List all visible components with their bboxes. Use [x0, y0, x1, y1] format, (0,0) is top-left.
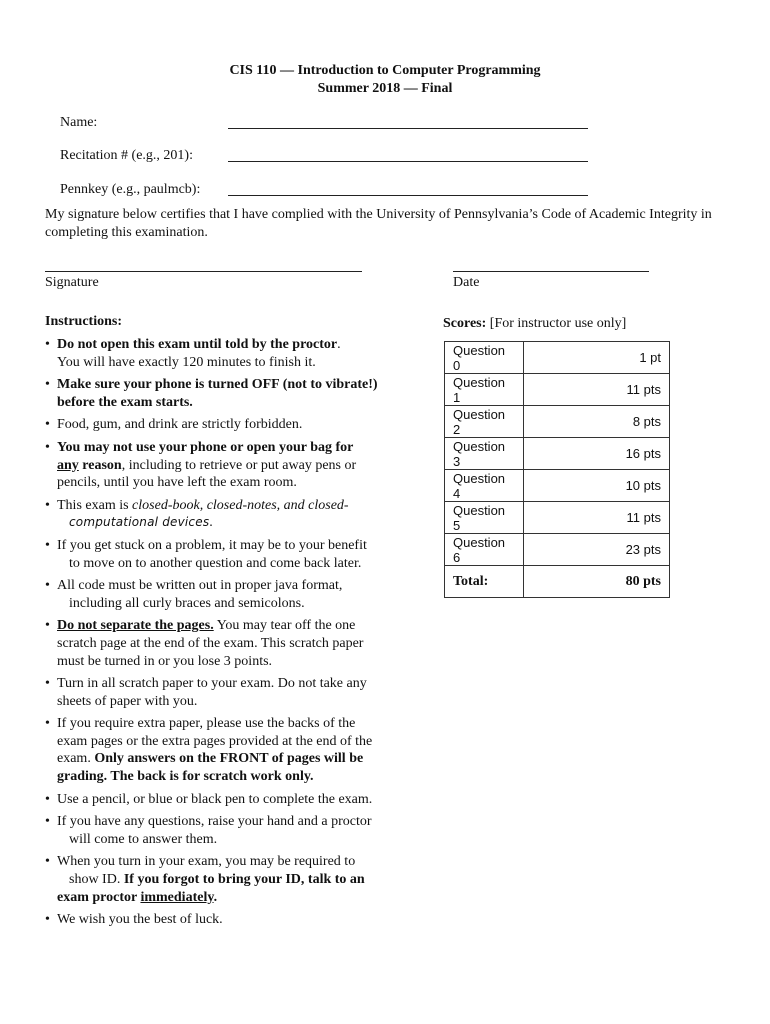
bullet: •: [45, 814, 50, 830]
instruction-text: exam proctor: [57, 889, 141, 905]
recitation-field[interactable]: [228, 161, 588, 162]
exam-title: CIS 110 — Introduction to Computer Programming: [229, 63, 541, 78]
instruction-text: When you turn in your exam, you may be required to: [57, 854, 356, 870]
question-cell: Question 4: [445, 470, 524, 502]
total-points: 80 pts: [524, 566, 670, 598]
instruction-text: We wish you the best of luck.: [57, 912, 223, 928]
instruction-text: must be turned in or you lose 3 points.: [57, 653, 273, 669]
points-cell: 1 pt: [524, 342, 670, 374]
bullet: •: [45, 618, 50, 634]
bullet: •: [45, 676, 50, 692]
instruction-text: any: [57, 457, 79, 473]
scores-table: [444, 341, 670, 598]
question-cell: Question 1: [445, 374, 524, 406]
question-cell: Question 6: [445, 534, 524, 566]
instruction-text: You may tear off the one: [213, 618, 356, 634]
date-label: Date: [453, 275, 480, 290]
instruction-text: sheets of paper with you.: [57, 693, 198, 709]
bullet: •: [45, 716, 50, 732]
instruction-text: All code must be written out in proper java format,: [57, 578, 343, 594]
signature-field[interactable]: [45, 271, 362, 272]
instructions-heading: Instructions:: [45, 314, 123, 329]
instruction-text: Use a pencil, or blue or black pen to complete the exam.: [57, 791, 373, 807]
signature-label: Signature: [45, 275, 99, 290]
score-row: [445, 342, 670, 374]
instruction-text: Make sure your phone is turned OFF (not to vibrate!): [57, 377, 378, 393]
scores-note: [For instructor use only]: [486, 316, 627, 331]
question-cell: Question 2: [445, 406, 524, 438]
instruction-text: pencils, until you have left the exam room.: [57, 475, 297, 491]
instruction-item: [45, 715, 405, 785]
score-row: [445, 534, 670, 566]
scores-heading-label: Scores:: [443, 316, 487, 331]
instruction-text: Do not separate the pages.: [57, 618, 214, 634]
instruction-item: [45, 416, 405, 434]
total-row: [445, 566, 670, 598]
instruction-item: [45, 791, 405, 809]
instruction-text: Food, gum, and drink are strictly forbidden.: [57, 417, 303, 433]
pennkey-field[interactable]: [228, 195, 588, 196]
instruction-text: .: [213, 889, 218, 905]
instruction-item: [45, 376, 405, 411]
name-label: Name:: [60, 115, 98, 130]
score-row: [445, 374, 670, 406]
instruction-text: If you have any questions, raise your hand and a proctor: [57, 814, 372, 830]
bullet: •: [45, 337, 50, 352]
scores-heading: [443, 316, 626, 332]
instruction-text: .: [337, 337, 341, 352]
instruction-text: grading. The back is for scratch work only.: [57, 769, 314, 785]
bullet: •: [45, 912, 50, 928]
points-cell: 8 pts: [524, 406, 670, 438]
instruction-text: If you require extra paper, please use the backs of the: [57, 716, 356, 732]
instruction-text: will come to answer them.: [69, 831, 218, 847]
points-cell: 11 pts: [524, 374, 670, 406]
instruction-text: scratch page at the end of the exam. This scratch paper: [57, 635, 364, 651]
bullet: •: [45, 537, 50, 553]
bullet: •: [45, 417, 50, 433]
bullet: •: [45, 497, 50, 513]
points-cell: 11 pts: [524, 502, 670, 534]
integrity-statement: My signature below certifies that I have complied with the University of Pennsylvania’s Code of Academic Integrity in completing this examination.: [45, 207, 712, 240]
instruction-text: You will have exactly 120 minutes to finish it.: [57, 354, 316, 370]
instruction-item: [45, 497, 405, 532]
points-cell: 16 pts: [524, 438, 670, 470]
instruction-item: [45, 617, 405, 670]
bullet: •: [45, 854, 50, 870]
instruction-item: [45, 439, 405, 492]
score-row: [445, 470, 670, 502]
pennkey-label: Pennkey (e.g., paulmcb):: [60, 182, 201, 197]
score-row: [445, 406, 670, 438]
bullet: •: [45, 791, 50, 807]
instruction-text: show ID.: [69, 872, 124, 888]
instruction-text: Only answers on the FRONT of pages will be: [94, 751, 364, 767]
score-row: [445, 502, 670, 534]
bullet: •: [45, 439, 50, 455]
instruction-text: exam.: [57, 751, 95, 767]
instruction-text: computational devices: [69, 515, 210, 530]
name-field[interactable]: [228, 128, 588, 129]
total-label: Total:: [445, 566, 524, 598]
recitation-label: Recitation # (e.g., 201):: [60, 148, 193, 163]
points-cell: 23 pts: [524, 534, 670, 566]
instruction-text: to move on to another question and come back later.: [69, 555, 362, 571]
date-field[interactable]: [453, 271, 649, 272]
instruction-text: including all curly braces and semicolons.: [69, 595, 305, 611]
instruction-text: exam pages or the extra pages provided at the end of the: [57, 733, 373, 749]
instruction-text: This exam is: [57, 497, 133, 513]
instruction-text: Do not open this exam until told by the proctor: [57, 337, 338, 352]
instruction-text: If you get stuck on a problem, it may be to your benefit: [57, 537, 367, 553]
instruction-item: [45, 853, 405, 906]
instruction-text: immediately: [140, 889, 214, 905]
bullet: •: [45, 377, 50, 393]
score-row: [445, 438, 670, 470]
instruction-item: [45, 336, 405, 371]
instruction-item: [45, 813, 405, 848]
instruction-text: reason: [82, 457, 122, 473]
instruction-text: before the exam starts.: [57, 394, 193, 410]
exam-subtitle: Summer 2018 — Final: [317, 81, 453, 96]
instruction-text: Turn in all scratch paper to your exam. Do not take any: [57, 676, 367, 692]
question-cell: Question 3: [445, 438, 524, 470]
instruction-text: closed-book, closed-notes, and closed-: [132, 497, 349, 513]
instruction-item: [45, 577, 405, 612]
instruction-text: .: [209, 515, 213, 531]
question-cell: Question 5: [445, 502, 524, 534]
instruction-item: [45, 675, 405, 710]
instructions-list: [45, 336, 405, 934]
instruction-item: [45, 911, 405, 929]
instruction-text: You may not use your phone or open your bag for: [57, 439, 354, 455]
question-cell: Question 0: [445, 342, 524, 374]
instruction-text: , including to retrieve or put away pens or: [121, 457, 357, 473]
points-cell: 10 pts: [524, 470, 670, 502]
instruction-text: If you forgot to bring your ID, talk to an: [123, 872, 365, 888]
instruction-item: [45, 537, 405, 572]
bullet: •: [45, 578, 50, 594]
